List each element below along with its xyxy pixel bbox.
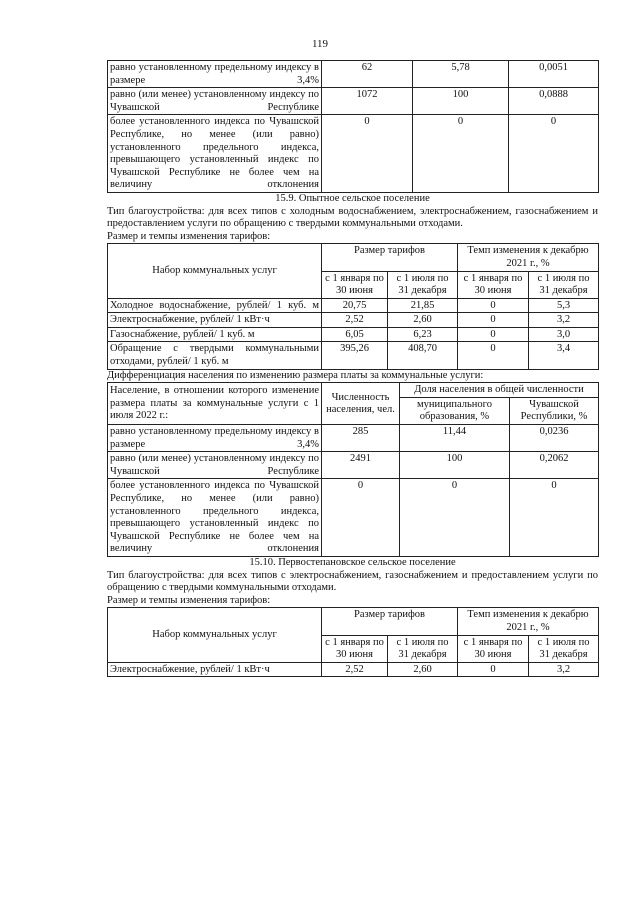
tariff-jan: 2,52 [322, 313, 388, 328]
rate-jan: 0 [458, 662, 529, 677]
table-header-row [108, 608, 599, 635]
republic-share: 0,0888 [509, 88, 599, 115]
service-name: Газоснабжение, рублей/ 1 куб. м [108, 327, 322, 342]
header-jul-dec: с 1 июля по 31 декабря [529, 635, 599, 662]
population-label: равно (или менее) установленному индексу по Чувашской Республике [108, 88, 322, 115]
rate-jul: 3,2 [529, 313, 599, 328]
header-jul-dec: с 1 июля по 31 декабря [388, 271, 458, 298]
tariff-jan: 6,05 [322, 327, 388, 342]
tariff-caption: Размер и темпы изменения тарифов: [107, 594, 271, 606]
header-jul-dec: с 1 июля по 31 декабря [529, 271, 599, 298]
service-name: Обращение с твердыми коммунальными отходами, рублей/ 1 куб. м [108, 342, 322, 369]
table-row [108, 479, 599, 557]
population-count: 0 [322, 479, 400, 557]
header-population: Население, в отношении которого изменение размера платы за коммунальные услуги с 1 июля 2022 г.: [108, 383, 322, 425]
header-share: Доля населения в общей численности [400, 383, 599, 398]
population-label: равно установленному предельному индексу в размере 3,4% [108, 425, 322, 452]
republic-share: 0,0236 [510, 425, 599, 452]
rate-jan: 0 [458, 313, 529, 328]
tariff-jul: 21,85 [388, 298, 458, 313]
service-name: Холодное водоснабжение, рублей/ 1 куб. м [108, 298, 322, 313]
table-row [108, 115, 599, 193]
population-count: 2491 [322, 452, 400, 479]
section-title: 15.10. Первостепановское сельское поселение [249, 556, 456, 568]
table-row [108, 327, 599, 342]
table-header-row [108, 244, 599, 271]
tariff-caption: Размер и темпы изменения тарифов: [107, 230, 271, 242]
rate-jan: 0 [458, 342, 529, 369]
header-services: Набор коммунальных услуг [108, 244, 322, 298]
tariff-jul: 408,70 [388, 342, 458, 369]
population-count: 62 [322, 61, 413, 88]
header-jul-dec: с 1 июля по 31 декабря [388, 635, 458, 662]
municipal-share: 11,44 [400, 425, 510, 452]
header-tariff-size: Размер тарифов [322, 608, 458, 635]
tariff-jul: 2,60 [388, 662, 458, 677]
header-services: Набор коммунальных услуг [108, 608, 322, 662]
top-population-table [107, 60, 599, 193]
republic-share: 0 [509, 115, 599, 193]
page-number: 119 [311, 38, 329, 50]
table-row [108, 452, 599, 479]
header-count: Численность населения, чел. [322, 383, 400, 425]
population-count: 285 [322, 425, 400, 452]
improvement-type: Тип благоустройства: для всех типов с электроснабжением, газоснабжением и предоставлением услуги по обращению с твердыми коммунальными отходами. [107, 569, 598, 594]
header-jan-jun: с 1 января по 30 июня [458, 635, 529, 662]
section-title: 15.9. Опытное сельское поселение [275, 192, 430, 204]
document-body [107, 60, 598, 677]
municipal-share: 5,78 [413, 61, 509, 88]
improvement-type: Тип благоустройства: для всех типов с холодным водоснабжением, электроснабжением, газоснабжением и предоставлением услуги по обращению с твердыми коммунальными отходами. [107, 205, 598, 230]
service-name: Электроснабжение, рублей/ 1 кВт·ч [108, 662, 322, 677]
rate-jul: 3,4 [529, 342, 599, 369]
municipal-share: 0 [413, 115, 509, 193]
republic-share: 0 [510, 479, 599, 557]
population-label: более установленного индекса по Чувашской Республике, но менее (или равно) установленного предельного индекса, превышающего установленный индекс по Чувашской Республике не более чем на величину отклонения [108, 479, 322, 557]
tariff-table [107, 607, 599, 677]
header-tariff-size: Размер тарифов [322, 244, 458, 271]
header-change-rate: Темп изменения к декабрю 2021 г., % [458, 608, 599, 635]
table-header-row [108, 383, 599, 398]
table-row [108, 313, 599, 328]
table-row [108, 662, 599, 677]
differentiation-caption: Дифференциация населения по изменению размера платы за коммунальные услуги: [107, 369, 484, 381]
rate-jan: 0 [458, 298, 529, 313]
differentiation-table [107, 382, 599, 557]
population-count: 1072 [322, 88, 413, 115]
rate-jul: 3,0 [529, 327, 599, 342]
rate-jan: 0 [458, 327, 529, 342]
tariff-jan: 20,75 [322, 298, 388, 313]
tariff-jan: 2,52 [322, 662, 388, 677]
header-jan-jun: с 1 января по 30 июня [322, 635, 388, 662]
header-change-rate: Темп изменения к декабрю 2021 г., % [458, 244, 599, 271]
header-republic: Чувашской Республики, % [510, 397, 599, 424]
municipal-share: 100 [400, 452, 510, 479]
service-name: Электроснабжение, рублей/ 1 кВт·ч [108, 313, 322, 328]
tariff-jan: 395,26 [322, 342, 388, 369]
header-jan-jun: с 1 января по 30 июня [322, 271, 388, 298]
municipal-share: 0 [400, 479, 510, 557]
table-row [108, 342, 599, 369]
tariff-jul: 6,23 [388, 327, 458, 342]
tariff-table [107, 243, 599, 369]
table-row [108, 425, 599, 452]
population-count: 0 [322, 115, 413, 193]
republic-share: 0,0051 [509, 61, 599, 88]
republic-share: 0,2062 [510, 452, 599, 479]
table-row [108, 61, 599, 88]
header-municipal: муниципального образования, % [400, 397, 510, 424]
header-jan-jun: с 1 января по 30 июня [458, 271, 529, 298]
table-row [108, 88, 599, 115]
population-label: равно установленному предельному индексу в размере 3,4% [108, 61, 322, 88]
rate-jul: 5,3 [529, 298, 599, 313]
table-row [108, 298, 599, 313]
tariff-jul: 2,60 [388, 313, 458, 328]
rate-jul: 3,2 [529, 662, 599, 677]
population-label: равно (или менее) установленному индексу по Чувашской Республике [108, 452, 322, 479]
population-label: более установленного индекса по Чувашской Республике, но менее (или равно) установленного предельного индекса, превышающего установленный индекс по Чувашской Республике не более чем на величину отклонения [108, 115, 322, 193]
municipal-share: 100 [413, 88, 509, 115]
